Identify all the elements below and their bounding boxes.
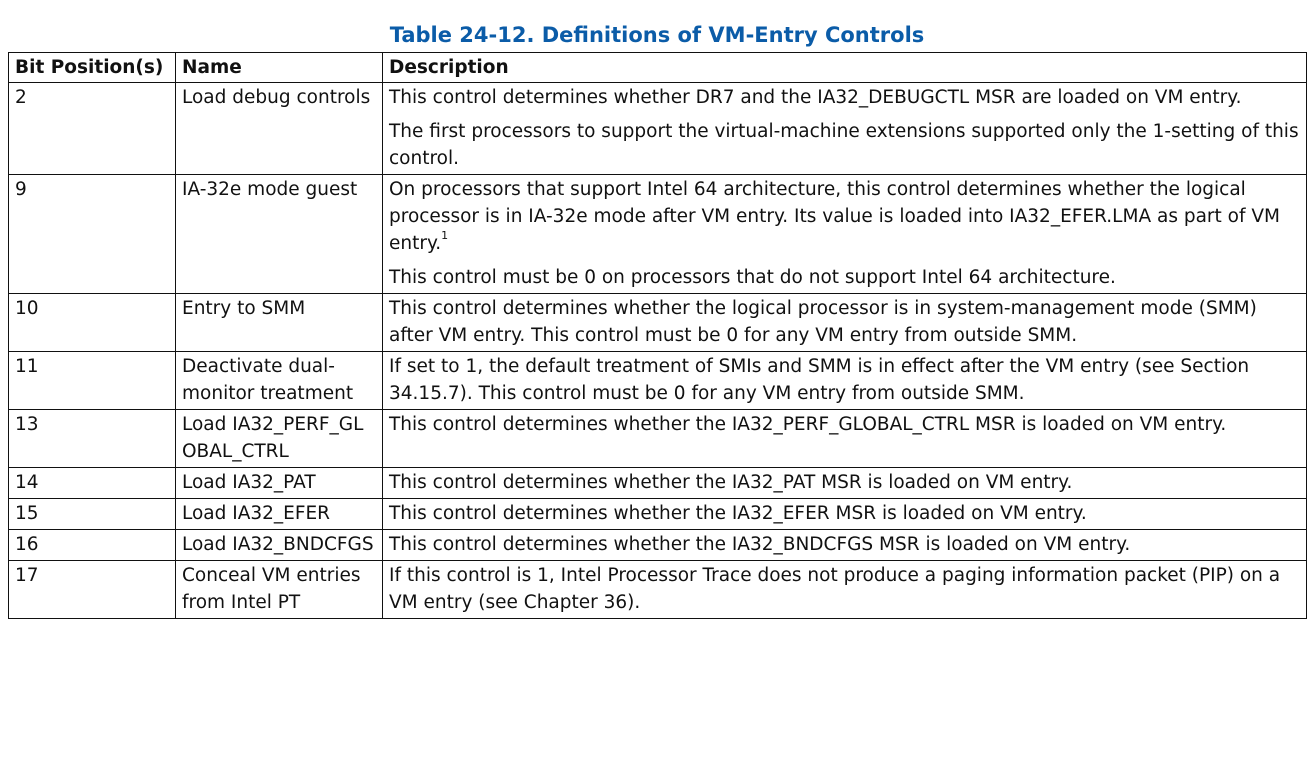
document-page: [8, 18, 1306, 619]
description-paragraph: This control must be 0 on processors that do not support Intel 64 architecture.: [389, 267, 1116, 288]
name-cell: Load IA32_PERF_GLOBAL_CTRL: [176, 410, 383, 468]
bit-cell: 17: [9, 561, 176, 619]
description-cell: [383, 468, 1307, 499]
name-cell: Entry to SMM: [176, 294, 383, 352]
header-name: Name: [176, 53, 383, 83]
description-paragraph: The first processors to support the virtual-machine extensions supported only the 1-setting of this control.: [389, 121, 1299, 169]
description-paragraph: If set to 1, the default treatment of SMIs and SMM is in effect after the VM entry (see Section 34.15.7). This control must be 0 for any VM entry from outside SMM.: [389, 356, 1250, 404]
description-paragraph: If this control is 1, Intel Processor Trace does not produce a paging information packet (PIP) on a VM entry (see Chapter 36).: [389, 565, 1281, 613]
name-cell: Conceal VM entries from Intel PT: [176, 561, 383, 619]
table-row: [9, 410, 1307, 468]
description-cell: [383, 410, 1307, 468]
name-cell: Load IA32_BNDCFGS: [176, 530, 383, 561]
bit-cell: 13: [9, 410, 176, 468]
description-cell: [383, 83, 1307, 175]
name-cell: IA-32e mode guest: [176, 175, 383, 294]
description-text: On processors that support Intel 64 architecture, this control determines whether the logical processor is in IA-32e mode after VM entry. Its value is loaded into IA32_EFER.LMA as part of VM entry.: [389, 179, 1280, 254]
bit-cell: 11: [9, 352, 176, 410]
name-cell: Deactivate dual-monitor treatment: [176, 352, 383, 410]
name-cell: Load IA32_EFER: [176, 499, 383, 530]
footnote-marker[interactable]: 1: [441, 228, 449, 242]
name-cell: Load debug controls: [176, 83, 383, 175]
table-row: [9, 468, 1307, 499]
vm-entry-controls-table: [8, 52, 1307, 619]
table-row: [9, 83, 1307, 175]
bit-cell: 14: [9, 468, 176, 499]
header-description: Description: [383, 53, 1307, 83]
description-paragraph: [389, 176, 1301, 257]
table-row: [9, 530, 1307, 561]
description-paragraph: This control determines whether DR7 and the IA32_DEBUGCTL MSR are loaded on VM entry.: [389, 87, 1242, 108]
description-cell: [383, 175, 1307, 294]
description-cell: [383, 530, 1307, 561]
table-row: [9, 352, 1307, 410]
description-paragraph: This control determines whether the IA32_BNDCFGS MSR is loaded on VM entry.: [389, 534, 1131, 555]
description-paragraph: This control determines whether the IA32_PAT MSR is loaded on VM entry.: [389, 472, 1073, 493]
bit-cell: 9: [9, 175, 176, 294]
table-row: [9, 561, 1307, 619]
description-cell: [383, 352, 1307, 410]
table-caption: Table 24-12. Definitions of VM-Entry Controls: [389, 23, 925, 47]
description-cell: [383, 499, 1307, 530]
table-header-row: [9, 53, 1307, 83]
table-row: [9, 499, 1307, 530]
bit-cell: 15: [9, 499, 176, 530]
table-row: [9, 175, 1307, 294]
description-paragraph: This control determines whether the IA32_PERF_GLOBAL_CTRL MSR is loaded on VM entry.: [389, 414, 1227, 435]
bit-cell: 2: [9, 83, 176, 175]
table-row: [9, 294, 1307, 352]
header-bit-position: Bit Position(s): [9, 53, 176, 83]
bit-cell: 16: [9, 530, 176, 561]
description-paragraph: This control determines whether the IA32_EFER MSR is loaded on VM entry.: [389, 503, 1087, 524]
name-cell: Load IA32_PAT: [176, 468, 383, 499]
bit-cell: 10: [9, 294, 176, 352]
description-paragraph: This control determines whether the logical processor is in system-management mode (SMM) after VM entry. This control must be 0 for any VM entry from outside SMM.: [389, 298, 1257, 346]
description-cell: [383, 294, 1307, 352]
description-cell: [383, 561, 1307, 619]
